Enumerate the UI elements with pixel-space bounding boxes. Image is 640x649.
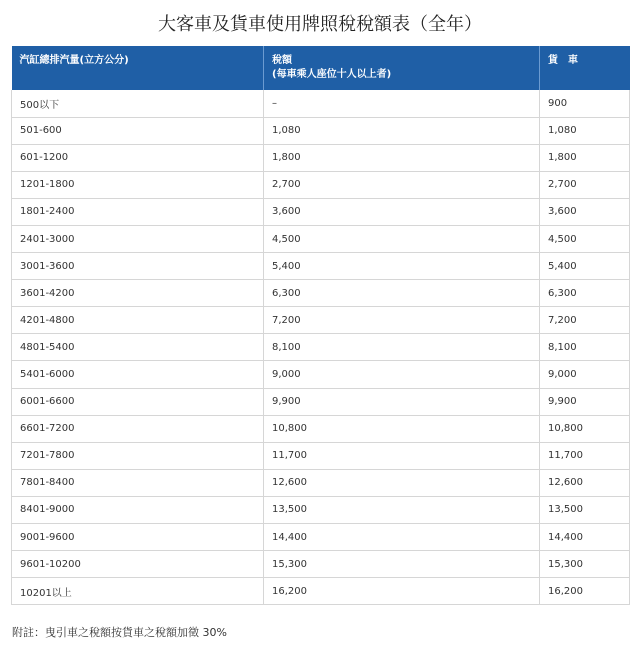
cell-truck: 9,900 <box>540 388 630 415</box>
cell-truck: 13,500 <box>540 496 630 523</box>
footnote: 附註：曳引車之稅額按貨車之稅額加徵 30% <box>12 626 227 639</box>
table-row <box>12 334 630 361</box>
cell-truck: 2,700 <box>540 171 630 198</box>
table-row <box>12 361 630 388</box>
cell-truck: 1,800 <box>540 144 630 171</box>
table-row <box>12 171 630 198</box>
cell-tax: 11,700 <box>264 442 540 469</box>
column-header-displacement: 汽缸總排汽量(立方公分) <box>12 46 264 90</box>
cell-tax: 4,500 <box>264 225 540 252</box>
cell-truck: 4,500 <box>540 225 630 252</box>
cell-tax: 6,300 <box>264 280 540 307</box>
table-row <box>12 90 630 117</box>
table-row <box>12 307 630 334</box>
cell-displacement: 4201-4800 <box>12 307 264 334</box>
column-header-tax-line2: (每車乘人座位十人以上者) <box>272 69 392 80</box>
cell-truck: 5,400 <box>540 253 630 280</box>
table-row <box>12 253 630 280</box>
cell-truck: 8,100 <box>540 334 630 361</box>
cell-displacement: 9001-9600 <box>12 524 264 551</box>
cell-truck: 900 <box>540 90 630 117</box>
table-row <box>12 524 630 551</box>
table-row <box>12 117 630 144</box>
tax-table-container <box>11 46 629 605</box>
cell-displacement: 8401-9000 <box>12 496 264 523</box>
column-header-tax-line1: 稅額 <box>272 55 292 66</box>
cell-displacement: 2401-3000 <box>12 225 264 252</box>
cell-truck: 1,080 <box>540 117 630 144</box>
cell-displacement: 6601-7200 <box>12 415 264 442</box>
table-header-row <box>12 46 630 90</box>
cell-tax: 5,400 <box>264 253 540 280</box>
tax-table <box>11 46 630 605</box>
cell-tax: 8,100 <box>264 334 540 361</box>
cell-displacement: 4801-5400 <box>12 334 264 361</box>
cell-tax: 1,800 <box>264 144 540 171</box>
cell-displacement: 3601-4200 <box>12 280 264 307</box>
cell-truck: 12,600 <box>540 469 630 496</box>
cell-displacement: 3001-3600 <box>12 253 264 280</box>
column-header-tax <box>264 46 540 90</box>
table-row <box>12 280 630 307</box>
cell-tax: – <box>264 90 540 117</box>
cell-tax: 14,400 <box>264 524 540 551</box>
cell-displacement: 500以下 <box>12 90 264 117</box>
cell-tax: 16,200 <box>264 578 540 605</box>
cell-tax: 13,500 <box>264 496 540 523</box>
table-row <box>12 578 630 605</box>
cell-tax: 15,300 <box>264 551 540 578</box>
cell-displacement: 6001-6600 <box>12 388 264 415</box>
table-row <box>12 198 630 225</box>
cell-displacement: 5401-6000 <box>12 361 264 388</box>
cell-displacement: 1201-1800 <box>12 171 264 198</box>
cell-tax: 7,200 <box>264 307 540 334</box>
table-row <box>12 225 630 252</box>
cell-truck: 14,400 <box>540 524 630 551</box>
cell-truck: 16,200 <box>540 578 630 605</box>
column-header-truck: 貨 車 <box>540 46 630 90</box>
cell-truck: 9,000 <box>540 361 630 388</box>
table-row <box>12 388 630 415</box>
cell-truck: 11,700 <box>540 442 630 469</box>
page-title: 大客車及貨車使用牌照稅稅額表（全年） <box>158 14 482 35</box>
cell-displacement: 1801-2400 <box>12 198 264 225</box>
table-row <box>12 144 630 171</box>
cell-displacement: 7201-7800 <box>12 442 264 469</box>
table-row <box>12 551 630 578</box>
cell-displacement: 601-1200 <box>12 144 264 171</box>
cell-displacement: 7801-8400 <box>12 469 264 496</box>
cell-truck: 6,300 <box>540 280 630 307</box>
table-row <box>12 469 630 496</box>
cell-displacement: 10201以上 <box>12 578 264 605</box>
cell-displacement: 501-600 <box>12 117 264 144</box>
cell-tax: 3,600 <box>264 198 540 225</box>
cell-displacement: 9601-10200 <box>12 551 264 578</box>
cell-tax: 1,080 <box>264 117 540 144</box>
cell-tax: 9,900 <box>264 388 540 415</box>
cell-truck: 3,600 <box>540 198 630 225</box>
cell-truck: 10,800 <box>540 415 630 442</box>
table-body <box>12 90 630 605</box>
cell-truck: 15,300 <box>540 551 630 578</box>
table-row <box>12 442 630 469</box>
cell-tax: 12,600 <box>264 469 540 496</box>
cell-tax: 2,700 <box>264 171 540 198</box>
table-row <box>12 415 630 442</box>
cell-tax: 9,000 <box>264 361 540 388</box>
cell-truck: 7,200 <box>540 307 630 334</box>
cell-tax: 10,800 <box>264 415 540 442</box>
table-row <box>12 496 630 523</box>
